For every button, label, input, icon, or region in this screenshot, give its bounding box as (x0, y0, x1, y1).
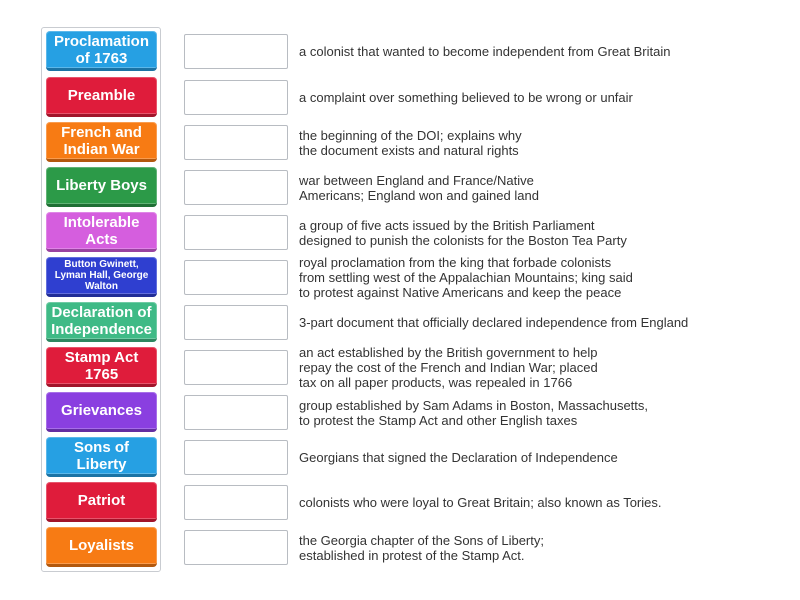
tile-georgia-signers[interactable]: Button Gwinett, Lyman Hall, George Walton (46, 257, 157, 297)
tile-proclamation-of-1763[interactable]: Proclamation of 1763 (46, 31, 157, 71)
tile-sons-of-liberty[interactable]: Sons of Liberty (46, 437, 157, 477)
definition-10: Georgians that signed the Declaration of Independence (299, 450, 618, 465)
definition-7: 3-part document that officially declared independence from England (299, 315, 689, 330)
drop-box-6[interactable] (184, 260, 288, 295)
drop-box-2[interactable] (184, 80, 288, 115)
definition-11: colonists who were loyal to Great Britain; also known as Tories. (299, 495, 662, 510)
tile-declaration-of-independence[interactable]: Declaration of Independence (46, 302, 157, 342)
drop-box-1[interactable] (184, 34, 288, 69)
drop-box-10[interactable] (184, 440, 288, 475)
drop-box-12[interactable] (184, 530, 288, 565)
drop-box-11[interactable] (184, 485, 288, 520)
tile-loyalists[interactable]: Loyalists (46, 527, 157, 567)
tile-grievances[interactable]: Grievances (46, 392, 157, 432)
definition-6: royal proclamation from the king that forbade colonists from settling west of the Appalachian Mountains; king said to protest against Native Americans and keep the peace (299, 255, 633, 300)
drop-box-7[interactable] (184, 305, 288, 340)
definition-5: a group of five acts issued by the British Parliament designed to punish the colonists for the Boston Tea Party (299, 217, 627, 248)
drop-box-8[interactable] (184, 350, 288, 385)
definition-3: the beginning of the DOI; explains why the document exists and natural rights (299, 127, 522, 158)
tile-preamble[interactable]: Preamble (46, 77, 157, 117)
drop-box-9[interactable] (184, 395, 288, 430)
definition-1: a colonist that wanted to become independent from Great Britain (299, 44, 671, 59)
drop-box-5[interactable] (184, 215, 288, 250)
tile-intolerable-acts[interactable]: Intolerable Acts (46, 212, 157, 252)
tile-stamp-act-1765[interactable]: Stamp Act 1765 (46, 347, 157, 387)
drop-box-3[interactable] (184, 125, 288, 160)
tile-liberty-boys[interactable]: Liberty Boys (46, 167, 157, 207)
drop-box-4[interactable] (184, 170, 288, 205)
tile-patriot[interactable]: Patriot (46, 482, 157, 522)
definition-9: group established by Sam Adams in Boston, Massachusetts, to protest the Stamp Act and other English taxes (299, 397, 649, 428)
definition-8: an act established by the British government to help repay the cost of the French and Indian War; placed tax on all paper products, was repealed in 1766 (299, 345, 598, 390)
tile-french-and-indian-war[interactable]: French and Indian War (46, 122, 157, 162)
definition-4: war between England and France/Native Americans; England won and gained land (299, 172, 539, 203)
definition-12: the Georgia chapter of the Sons of Liberty; established in protest of the Stamp Act. (299, 532, 544, 563)
definition-2: a complaint over something believed to be wrong or unfair (299, 90, 633, 105)
